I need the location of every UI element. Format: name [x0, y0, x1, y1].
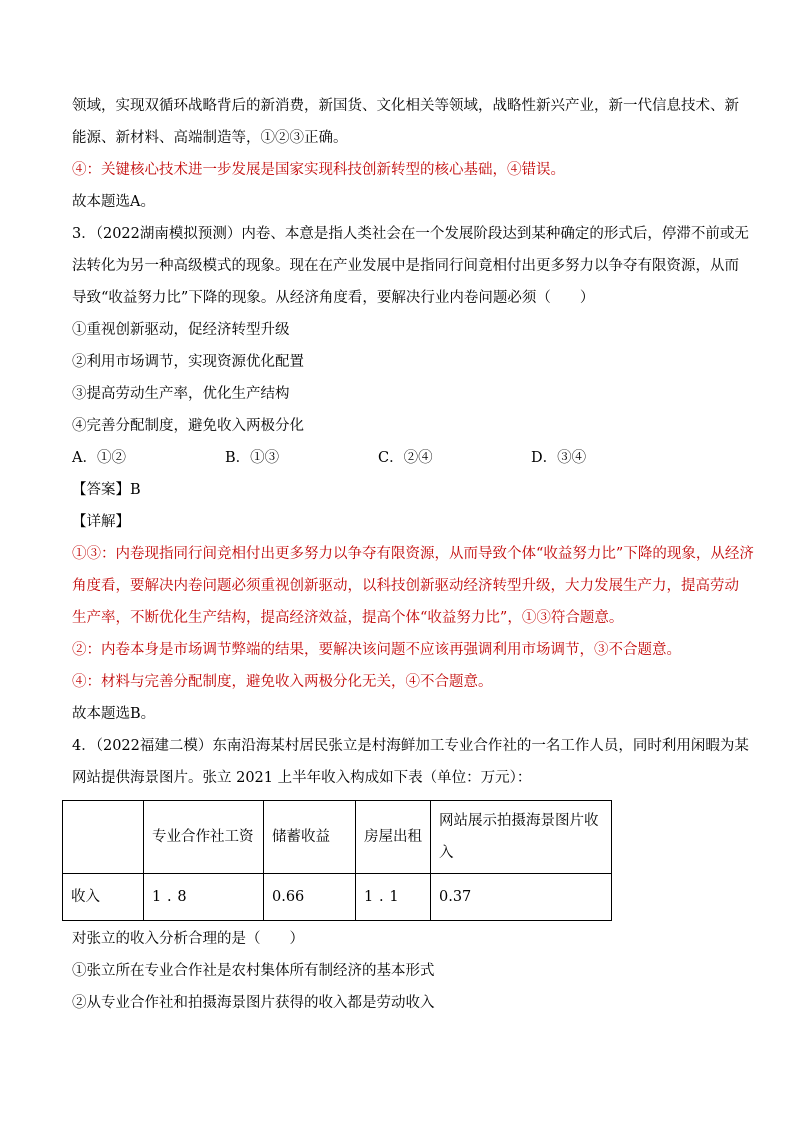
income-table — [62, 800, 612, 921]
explanation-line: ④：材料与完善分配制度，避免收入两极分化无关，④不合题意。 — [72, 674, 493, 690]
conclusion-line: 故本题选B。 — [72, 706, 156, 722]
table-cell: 0.37 — [431, 874, 612, 921]
question-3-line: 导致“收益努力比”下降的现象。从经济角度看，要解决行业内卷问题必须（ ） — [72, 290, 595, 306]
statement-1: ①重视创新驱动，促经济转型升级 — [72, 322, 290, 338]
table-header-cell: 专业合作社工资 — [144, 801, 264, 874]
statement-4: ④完善分配制度，避免收入两极分化 — [72, 418, 304, 434]
option-a: A．①② — [72, 450, 126, 466]
explanation-line: 生产率，不断优化生产结构，提高经济效益，提高个体“收益努力比”，①③符合题意。 — [72, 610, 624, 626]
text-line: 能源、新材料、高端制造等，①②③正确。 — [72, 130, 348, 146]
statement-3: ③提高劳动生产率，优化生产结构 — [72, 386, 290, 402]
option-d: D．③④ — [531, 450, 587, 466]
table-row — [63, 874, 612, 921]
explanation-line: 角度看，要解决内卷问题必须重视创新驱动，以科技创新驱动经济转型升级，大力发展生产力，提高劳动 — [72, 578, 739, 594]
explanation-line: ④：关键核心技术进一步发展是国家实现科技创新转型的核心基础，④错误。 — [72, 162, 565, 178]
text-line: 领域，实现双循环战略背后的新消费，新国货、文化相关等领域，战略性新兴产业，新一代信息技术、新 — [72, 98, 739, 114]
question-3-line: 法转化为另一种高级模式的现象。现在在产业发展中是指同行间竟相付出更多努力以争夺有限资源，从而 — [72, 258, 739, 274]
answer-options — [72, 448, 722, 468]
table-header-cell: 储蓄收益 — [264, 801, 356, 874]
question-3-line: 3．（2022湖南模拟预测）内卷、本意是指人类社会在一个发展阶段达到某种确定的形式后，停滞不前或无 — [72, 226, 749, 242]
statement-2: ②利用市场调节，实现资源优化配置 — [72, 354, 304, 370]
statement-2: ②从专业合作社和拍摄海景图片获得的收入都是劳动收入 — [72, 995, 435, 1011]
table-header-row — [63, 801, 612, 874]
answer-label: 【答案】B — [72, 482, 141, 498]
option-b: B．①③ — [225, 450, 280, 466]
question-4-stem: 对张立的收入分析合理的是（ ） — [72, 931, 304, 947]
statement-1: ①张立所在专业合作社是农村集体所有制经济的基本形式 — [72, 963, 435, 979]
option-c: C．②④ — [378, 450, 433, 466]
question-4-line: 网站提供海景图片。张立 2021 上半年收入构成如下表（单位：万元）： — [72, 770, 532, 786]
detail-label: 【详解】 — [72, 514, 130, 530]
explanation-line: ①③：内卷现指同行间竞相付出更多努力以争夺有限资源，从而导致个体“收益努力比”下降的现象，从经济 — [72, 546, 754, 562]
table-cell: 1.1 — [356, 874, 431, 921]
question-4-line: 4．（2022福建二模）东南沿海某村居民张立是村海鲜加工专业合作社的一名工作人员，同时利用闲暇为某 — [72, 738, 749, 754]
conclusion-line: 故本题选A。 — [72, 194, 155, 210]
explanation-line: ②：内卷本身是市场调节弊端的结果，要解决该问题不应该再强调利用市场调节，③不合题意。 — [72, 642, 681, 658]
table-cell: 1.8 — [144, 874, 264, 921]
table-cell: 0.66 — [264, 874, 356, 921]
table-row-label: 收入 — [63, 874, 144, 921]
table-header-cell: 网站展示拍摄海景图片收入 — [431, 801, 612, 874]
document-page — [71, 96, 754, 1025]
table-header-cell — [63, 801, 144, 874]
table-header-cell: 房屋出租 — [356, 801, 431, 874]
